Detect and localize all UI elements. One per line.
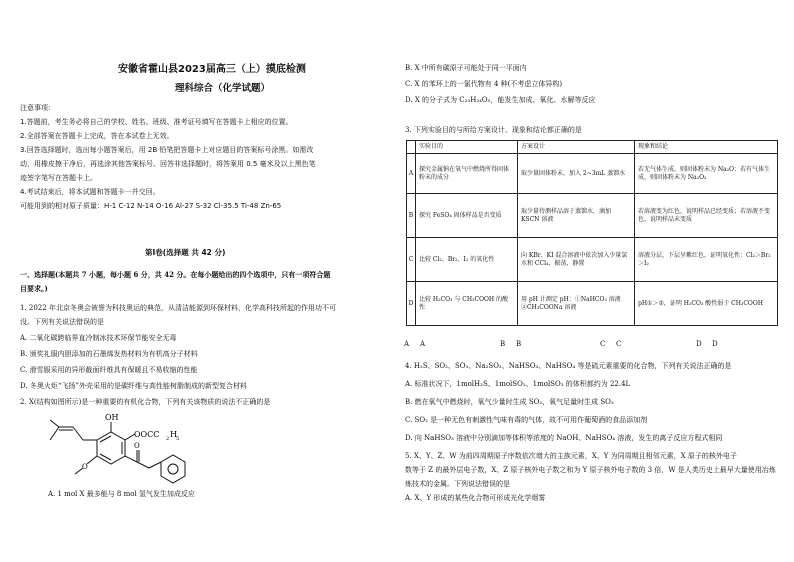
carbonyl-o-label: O (134, 442, 140, 450)
question-1-stem: 1. 2022 年北京冬奥会被誉为科技奥运的典范，从清洁能源到环保材料，化学高科技所起的作用功不可 (20, 304, 336, 312)
table-row (407, 194, 778, 238)
design-cell: 取少量待测样品溶于蒸馏水，滴加 KSCN 溶液 (518, 194, 635, 238)
ester-tail-subscript: 5 (176, 436, 180, 442)
question-4-option: B. 燃在氧气中燃烧时，氧气少量时生成 SO₂，氧气足量时生成 SO₃ (405, 398, 614, 406)
notice-item: 1.答题前，考生务必将自己的学校、姓名、班级、准考证号填写在答题卡上相应的位置。 (20, 118, 293, 126)
design-cell: 用 pH 计测定 pH：①NaHCO₃ 溶液 ②CH₃COONa 溶液 (518, 282, 635, 326)
question-4-stem: 4. H₂S、SO₂、SO₃、Na₂SO₃、NaHSO₃、NaHSO₄ 等是硫元素重要的化合物，下列有关说法正确的是 (405, 362, 732, 370)
table-header-cell: 实验目的 (416, 141, 518, 154)
question-1-stem: 没。下列有关说法错误的是 (20, 318, 104, 326)
answer-option-label: C (616, 340, 622, 348)
section-intro: 一、选择题(本题共 7 小题，每小题 6 分，共 42 分。在每小题给出的四个选项中，只有一项符合题 (20, 270, 331, 279)
notice-item: 3.回答选择题时，选出每小题答案后，用 2B 铅笔把答题卡上对应题目的答案标号涂黑。如需改 (20, 146, 314, 154)
ester-subscript: 2 (166, 436, 170, 442)
question-2-option-d: D. X 的分子式为 C₂₃H₂₄O₅，能发生加成、氧化、水解等反应 (405, 96, 596, 104)
molecule-structure-diagram (45, 412, 205, 492)
row-label: C (407, 238, 416, 282)
question-2-option-b: B. X 中所有碳原子可能处于同一平面内 (405, 64, 527, 72)
question-3-stem: 3. 下列实验目的与所给方案设计、现象和结论都正确的是 (405, 126, 582, 134)
question-2-stem: 2. X(结构如图所示)是一种重要的有机化合物，下列有关该物质的说法不正确的是 (20, 398, 271, 406)
table-row (407, 154, 778, 194)
table-row (407, 282, 778, 326)
result-cell: 若无气体生成，则固体粉末为 Na₂O；若有气体生成，则固体粉末为 Na₂O₂ (635, 154, 778, 194)
answer-option-label: D (696, 340, 702, 348)
result-cell: pH①＞②，证明 H₂CO₃ 酸性弱于 CH₃COOH (635, 282, 778, 326)
table-header-cell: 现象和结论 (635, 141, 778, 154)
row-label: B (407, 194, 416, 238)
section-intro: 目要求。) (20, 284, 48, 293)
notice-heading: 注意事项: (20, 104, 51, 112)
table-header-cell: 方案设计 (518, 141, 635, 154)
table-header-row (407, 141, 778, 154)
answer-option-label: D (712, 340, 718, 348)
question-1-option: A. 二氧化碳跨临界直冷制冰技术环保节能安全无毒 (20, 334, 177, 342)
answer-option-label: B (500, 340, 506, 348)
notice-item: 4.考试结束后，将本试题和答题卡一并交回。 (20, 188, 160, 196)
experiment-table (406, 140, 778, 326)
section-title: 第Ⅰ卷(选择题 共 42 分) (145, 248, 226, 257)
ester-tail-label: H (170, 430, 177, 439)
question-1-option: D. 冬奥火炬“飞扬”外壳采用的是碳纤维与高性能树脂制成的新型复合材料 (20, 382, 247, 390)
notice-item: 迹签字笔写在答题卡上。 (20, 174, 97, 182)
row-label: D (407, 282, 416, 326)
notice-item: 动，用橡皮擦干净后，再选涂其他答案标号。回答非选择题时，将答案用 0.5 毫米及以上黑色笔 (20, 160, 316, 168)
atomic-mass-line: 可能用到的相对原子质量：H-1 C-12 N-14 O-16 Al-27 S-32 Cl-35.5 Ti-48 Zn-65 (20, 202, 282, 210)
purpose-cell: 探究 FeSO₄ 固体样品是否变质 (416, 194, 518, 238)
question-5-stem: 炼技术的金属。下列说法错误的是 (405, 480, 510, 488)
result-cell: 溶液分层，下层呈紫红色，证明氧化性：Cl₂＞Br₂＞I₂ (635, 238, 778, 282)
design-cell: 取少量固体粉末，加入 2~3mL 蒸馏水 (518, 154, 635, 194)
purpose-cell: 探究金属钠在氧气中燃烧所得固体粉末的成分 (416, 154, 518, 194)
question-1-option: C. 滑雪服采用的异形截面纤维具有保暖且不易收缩的性能 (20, 366, 198, 374)
answer-option-label: A (420, 340, 426, 348)
question-2-option-a: A. 1 mol X 最多能与 8 mol 氢气发生加成反应 (48, 490, 195, 498)
methoxy-o-label: O (82, 463, 88, 471)
notice-item: 2.全部答案在答题卡上完成，答在本试卷上无效。 (20, 132, 174, 140)
question-5-stem: 数等于 Z 的最外层电子数，X、Z 原子核外电子数之和为 Y 原子核外电子数的 3 倍，W 是人类历史上最早大量使用冶炼 (405, 466, 776, 474)
row-label: A (407, 154, 416, 194)
question-2-option-c: C. X 的苯环上的一氯代物有 4 种(不考虑立体异构) (405, 80, 563, 88)
result-cell: 若溶液变为红色，说明样品已经变质；若溶液不变色，说明样品未变质 (635, 194, 778, 238)
exam-title: 安徽省霍山县2023届高三（上）摸底检测 (118, 64, 306, 75)
ester-group-label: OOCC (134, 430, 160, 439)
question-1-option: B. 颁奖礼服内胆添加的石墨烯发热材料为有机高分子材料 (20, 350, 198, 358)
question-5-stem: 5. X、Y、Z、W 为前四周期原子序数依次增大的主族元素，X、Y 为同周期且相邻元素，X 原子的核外电子 (405, 452, 737, 460)
question-5-option-a: A. X、Y 形成的某些化合物可形成光化学烟雾 (405, 494, 546, 502)
answer-option-label: A (404, 340, 410, 348)
design-cell: 向 KBr、KI 混合溶液中依次加入少量氯水和 CCl₄，振荡，静置 (518, 238, 635, 282)
answer-option-label: B (516, 340, 522, 348)
purpose-cell: 比较 H₂CO₃ 与 CH₃COOH 的酸性 (416, 282, 518, 326)
table-row (407, 238, 778, 282)
exam-subtitle: 理科综合（化学试题） (175, 83, 271, 94)
oh-group-label: OH (105, 413, 119, 422)
question-4-option: C. SO₂ 是一种无色有刺激性气味有毒的气体，故不可用作葡萄酒的食品添加剂 (405, 416, 648, 424)
question-4-option: D. 向 NaHSO₃ 溶液中分别滴加等体积等浓度的 NaOH、NaHSO₄ 溶液，发生的离子反应方程式相同 (405, 434, 723, 442)
purpose-cell: 比较 Cl₂、Br₂、I₂ 的氧化性 (416, 238, 518, 282)
table-header-cell (407, 141, 416, 154)
answer-option-label: C (600, 340, 606, 348)
question-4-option: A. 标准状况下，1molH₂S、1molSO₂、1molSO₃ 的体积都约为 22.4L (405, 380, 631, 388)
